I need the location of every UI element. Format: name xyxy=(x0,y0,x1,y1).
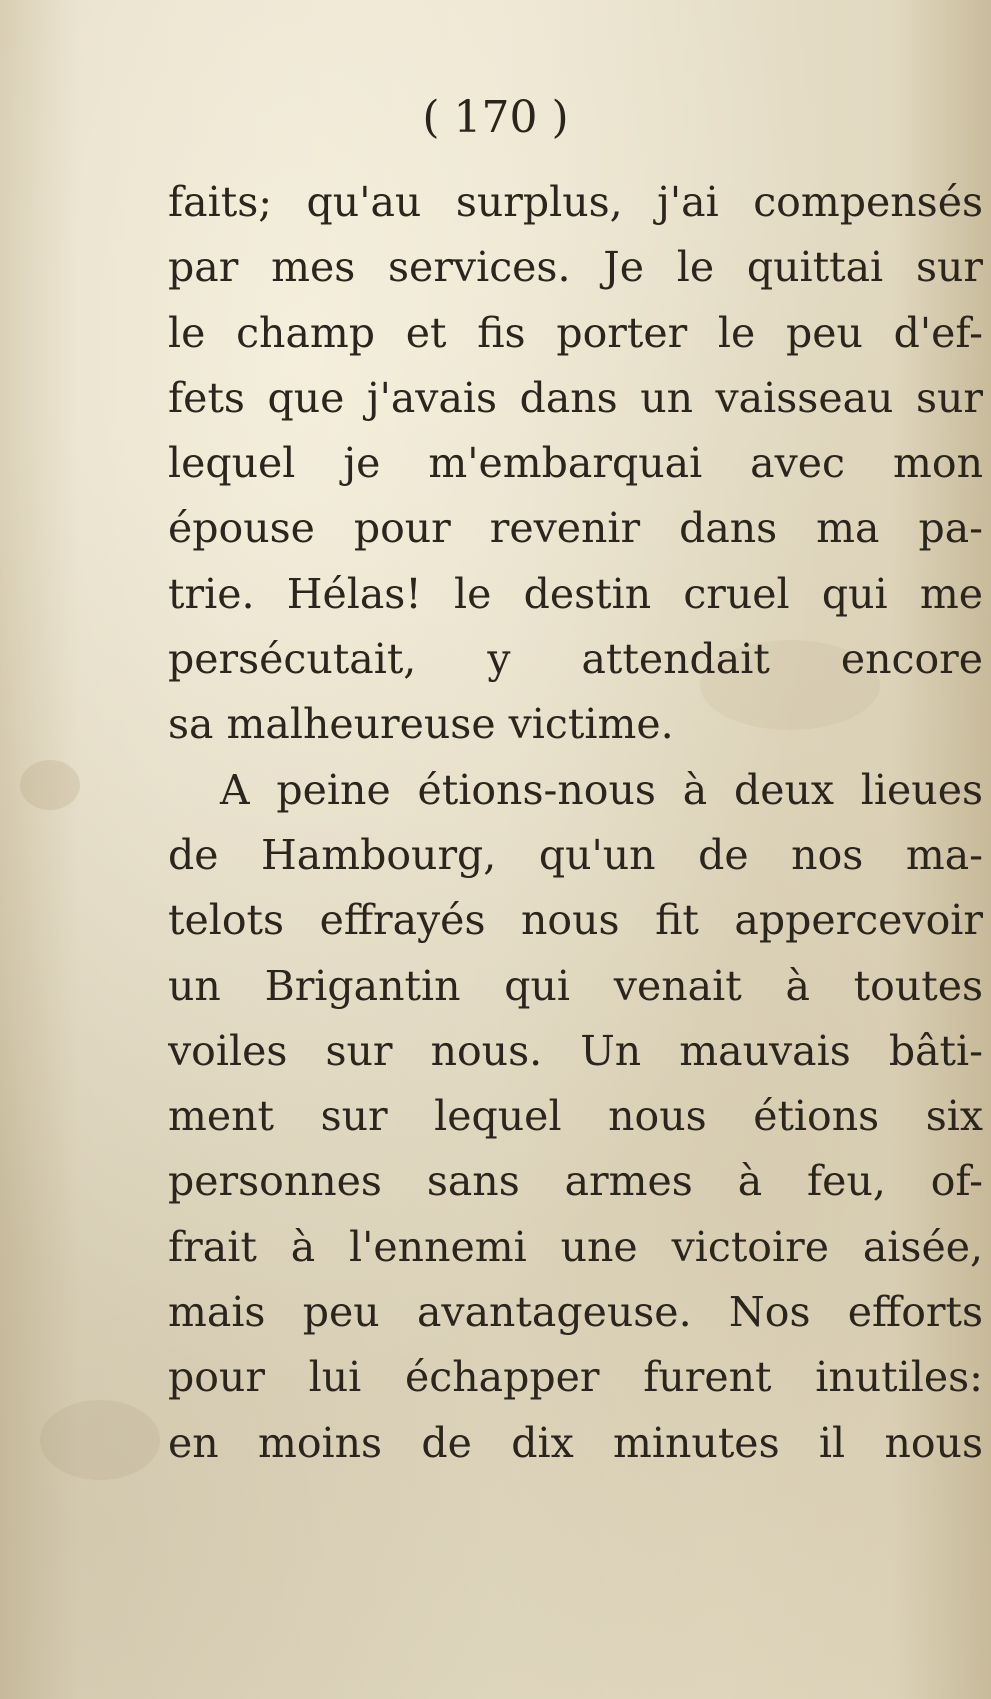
text-line: trie. Hélas! le destin cruel qui me xyxy=(168,569,983,618)
paper-stain xyxy=(40,1400,160,1480)
text-line: le champ et fis porter le peu d'ef- xyxy=(168,308,983,357)
text-line: persécutait, y attendait encore xyxy=(168,635,983,684)
text-line: frait à l'ennemi une victoire aisée, xyxy=(168,1222,983,1271)
text-line: faits; qu'au surplus, j'ai compensés xyxy=(168,178,983,226)
text-line: pour lui échapper furent inutiles: xyxy=(168,1353,983,1402)
text-line: de Hambourg, qu'un de nos ma- xyxy=(168,830,983,879)
text-line: sa malheureuse victime. xyxy=(168,700,674,749)
text-line: fets que j'avais dans un vaisseau sur xyxy=(168,373,983,422)
text-line: ment sur lequel nous étions six xyxy=(168,1092,983,1141)
text-line: par mes services. Je le quittai sur xyxy=(168,243,983,292)
text-line: voiles sur nous. Un mauvais bâti- xyxy=(168,1026,983,1075)
text-line: lequel je m'embarquai avec mon xyxy=(168,439,983,488)
text-line: épouse pour revenir dans ma pa- xyxy=(168,504,983,553)
text-line: en moins de dix minutes il nous xyxy=(168,1418,983,1467)
body-text xyxy=(168,170,983,1476)
text-line: un Brigantin qui venait à toutes xyxy=(168,961,983,1010)
text-line: personnes sans armes à feu, of- xyxy=(168,1157,983,1206)
text-line: mais peu avantageuse. Nos efforts xyxy=(168,1288,983,1337)
page-number: ( 170 ) xyxy=(422,92,569,143)
text-line: telots effrayés nous fit appercevoir xyxy=(168,896,983,945)
text-line: A peine étions-nous à deux lieues xyxy=(220,765,983,814)
paper-stain xyxy=(20,760,80,810)
